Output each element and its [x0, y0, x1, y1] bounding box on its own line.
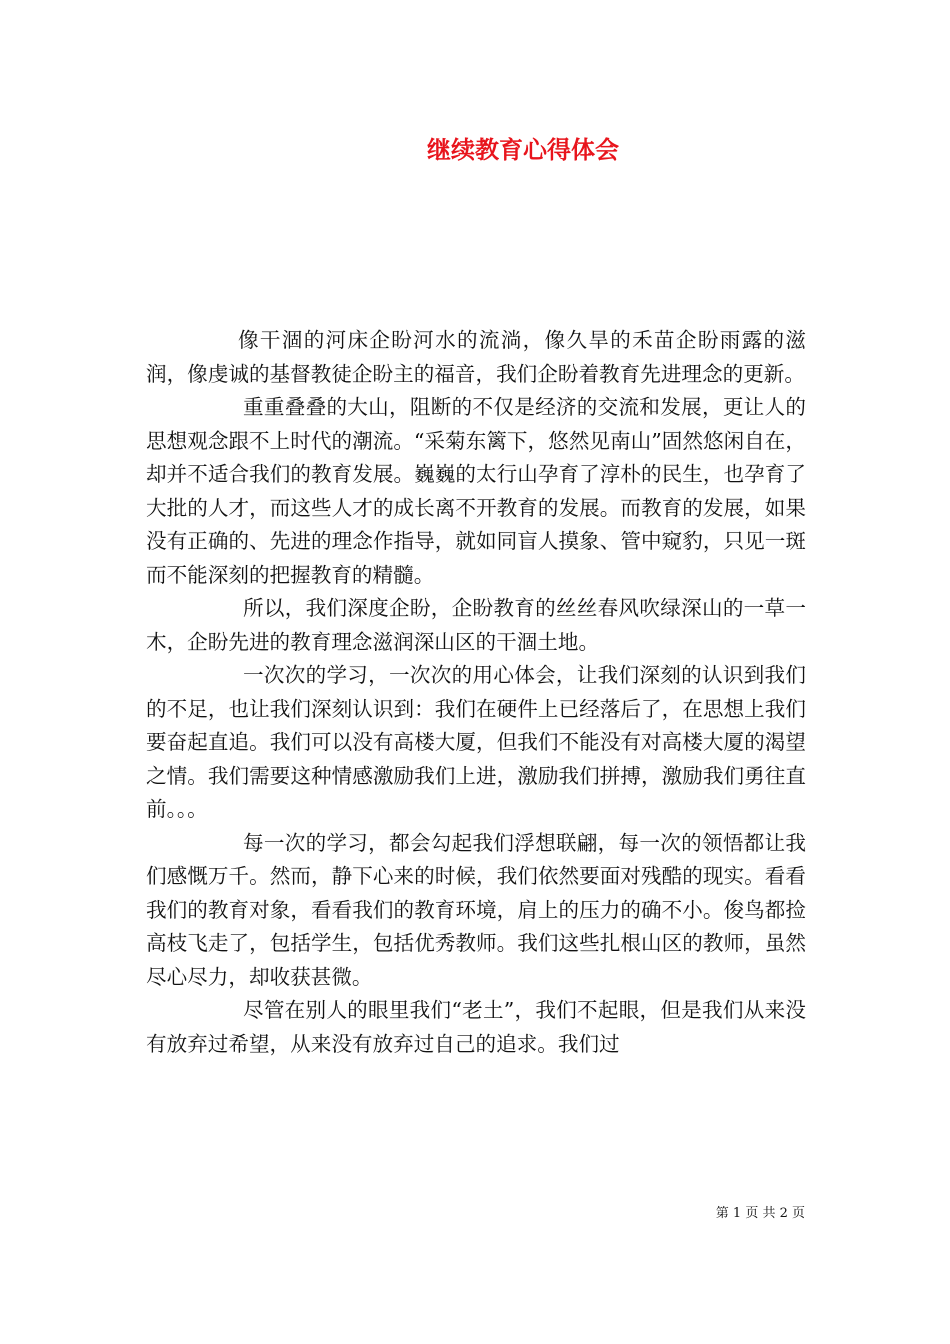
document-title: 继续教育心得体会: [427, 136, 619, 164]
page-number-footer: 第 1 页 共 2 页: [715, 1206, 805, 1221]
paragraph: 一次次的学习，一次次的用心体会，让我们深刻的认识到我们的不足，也让我们深刻认识到：我们在硬件上已经落后了，在思想上我们要奋起直追。我们可以没有高楼大厦，但我们不能没有对高楼大厦的渴望之情。我们需要这种情感激励我们上进，激励我们拼搏，激励我们勇往直前。。。: [146, 663, 806, 821]
paragraph: 尽管在别人的眼里我们“老土”，我们不起眼，但是我们从来没有放弃过希望，从来没有放弃过自己的追求。我们过: [146, 998, 806, 1056]
paragraph: 重重叠叠的大山，阻断的不仅是经济的交流和发展，更让人的思想观念跟不上时代的潮流。“采菊东篱下，悠然见南山”固然悠闲自在，却并不适合我们的教育发展。巍巍的太行山孕育了淳朴的民生，也孕育了大批的人才，而这些人才的成长离不开教育的发展。而教育的发展，如果没有正确的、先进的理念作指导，就如同盲人摸象、管中窥豹，只见一斑而不能深刻的把握教育的精髓。: [146, 395, 806, 587]
paragraph: 每一次的学习，都会勾起我们浮想联翩，每一次的领悟都让我们感慨万千。然而，静下心来的时候，我们依然要面对残酷的现实。看看我们的教育对象，看看我们的教育环境，肩上的压力的确不小。俊鸟都捡高枝飞走了，包括学生，包括优秀教师。我们这些扎根山区的教师，虽然尽心尽力，却收获甚微。: [146, 830, 806, 989]
paragraph: 像干涸的河床企盼河水的流淌，像久旱的禾苗企盼雨露的滋润，像虔诚的基督教徒企盼主的福音，我们企盼着教育先进理念的更新。: [146, 328, 806, 386]
paragraph: 所以，我们深度企盼，企盼教育的丝丝春风吹绿深山的一草一木，企盼先进的教育理念滋润深山区的干涸土地。: [146, 596, 806, 654]
document-body: [146, 324, 806, 1061]
